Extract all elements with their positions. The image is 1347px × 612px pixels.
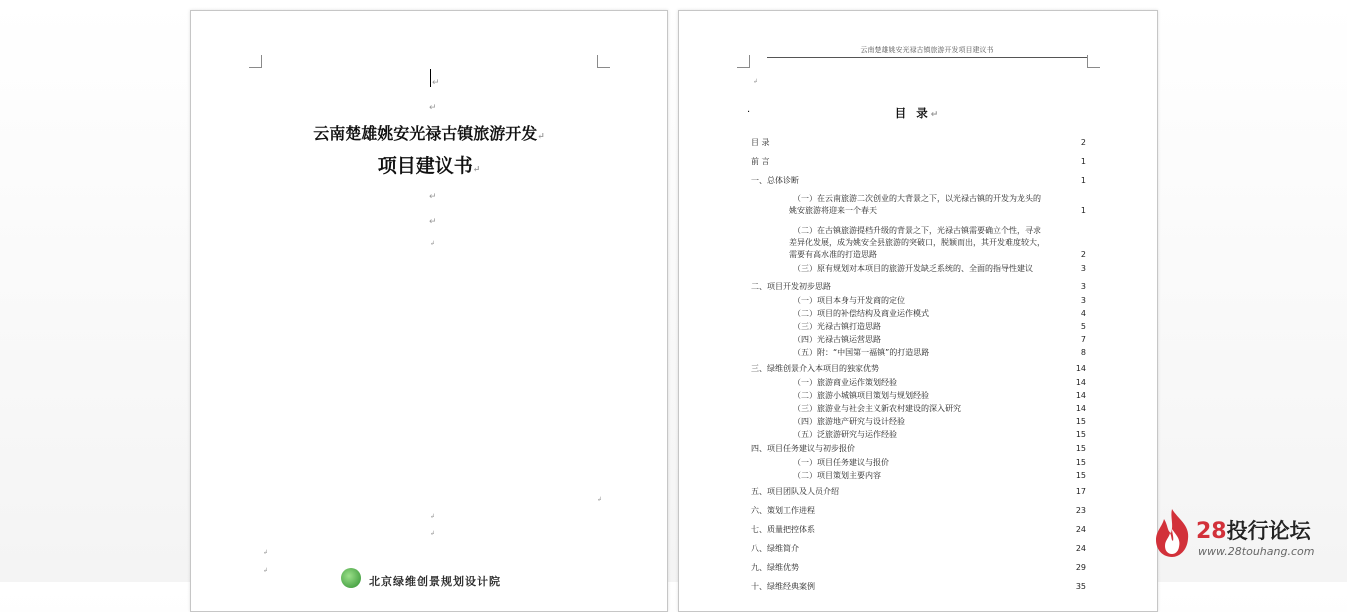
toc-entry-text: （一）项目本身与开发商的定位 (793, 296, 905, 305)
toc-entry[interactable] (751, 524, 1086, 536)
crop-mark-top-right (1087, 55, 1100, 68)
toc-entry-text: 姚安旅游将迎来一个春天 (789, 206, 877, 215)
toc-entry-text: （四）光禄古镇运营思路 (793, 335, 881, 344)
toc-entry-text: 一、总体诊断 (751, 176, 799, 185)
small-paragraph-mark: ↲ (597, 496, 603, 503)
toc-entry-text: 需要有高水准的打造思路 (789, 250, 877, 259)
toc-entry[interactable] (793, 295, 1086, 307)
toc-entry-text: （二）在古镇旅游提档升级的背景之下，光禄古镇需要确立个性，寻求 (793, 226, 1041, 235)
toc-entry-text: （一）在云南旅游二次创业的大背景之下，以光禄古镇的开发为龙头的 (793, 194, 1041, 203)
toc-page-number: 29 (1075, 563, 1086, 572)
toc-entry[interactable] (751, 443, 1086, 455)
toc-entry-text: 九、绿维优势 (751, 563, 799, 572)
toc-page-number: 15 (1075, 444, 1086, 453)
small-paragraph-mark: ↲ (753, 78, 759, 85)
toc-entry-text: 六、策划工作进程 (751, 506, 815, 515)
toc-entry-text: （五）附：“中国第一福镇”的打造思路 (793, 348, 930, 357)
text-cursor (430, 69, 431, 87)
document-page-toc[interactable] (678, 10, 1158, 612)
toc-entry[interactable] (751, 581, 1086, 593)
toc-page-number: 3 (1080, 296, 1086, 305)
toc-entry-text: （三）光禄古镇打造思路 (793, 322, 881, 331)
paragraph-mark: ↵ (429, 103, 437, 113)
toc-entry-text: （一）旅游商业运作策划经验 (793, 378, 897, 387)
document-title-line2: 项目建议书↵ (377, 155, 481, 177)
toc-entry[interactable] (793, 377, 1086, 389)
document-title-line1: 云南楚雄姚安光禄古镇旅游开发↵ (313, 124, 545, 143)
crop-mark-top-left (737, 55, 750, 68)
toc-page-number: 14 (1075, 391, 1086, 400)
toc-page-number: 2 (1080, 138, 1086, 147)
toc-entry[interactable] (793, 321, 1086, 333)
toc-entry[interactable] (793, 470, 1086, 482)
toc-entry-text: （一）项目任务建议与报价 (793, 458, 889, 467)
toc-page-number: 15 (1075, 430, 1086, 439)
toc-entry[interactable] (793, 403, 1086, 415)
toc-entry[interactable] (793, 457, 1086, 469)
toc-page-number: 15 (1075, 471, 1086, 480)
toc-page-number: 2 (1080, 250, 1086, 259)
toc-page-number: 24 (1075, 544, 1086, 553)
toc-entry[interactable] (751, 562, 1086, 574)
toc-entry[interactable] (751, 137, 1086, 149)
toc-entry-text: （二）项目策划主要内容 (793, 471, 881, 480)
toc-entry[interactable] (793, 429, 1086, 441)
toc-page-number: 3 (1080, 264, 1086, 273)
toc-entry[interactable] (751, 543, 1086, 555)
flame-logo-icon (1152, 507, 1192, 559)
toc-entry[interactable] (751, 281, 1086, 293)
toc-entry-text: （四）旅游地产研究与设计经验 (793, 417, 905, 426)
toc-entry[interactable] (751, 175, 1086, 187)
toc-entry[interactable] (751, 156, 1086, 168)
toc-entry-text: 前 言 (751, 157, 770, 166)
site-watermark (1150, 505, 1340, 565)
watermark-title: 28投行论坛 (1196, 519, 1311, 544)
toc-entry[interactable] (751, 505, 1086, 517)
toc-entry[interactable] (793, 347, 1086, 359)
toc-entry-text: 七、质量把控体系 (751, 525, 815, 534)
toc-entry[interactable] (751, 363, 1086, 375)
toc-entry-text: 二、项目开发初步思路 (751, 282, 831, 291)
toc-entry[interactable] (751, 486, 1086, 498)
toc-entry-text: （五）泛旅游研究与运作经验 (793, 430, 897, 439)
toc-entry[interactable] (793, 390, 1086, 402)
toc-page-number: 1 (1080, 206, 1086, 215)
toc-entry-text: 八、绿维简介 (751, 544, 799, 553)
small-paragraph-mark: ↲ (430, 240, 436, 247)
toc-entry[interactable] (789, 225, 1086, 261)
small-paragraph-mark: ↲ (263, 567, 269, 574)
toc-entry-text: 四、项目任务建议与初步报价 (751, 444, 855, 453)
toc-page-number: 1 (1080, 176, 1086, 185)
toc-page-number: 15 (1075, 458, 1086, 467)
watermark-url: www.28touhang.com (1198, 545, 1315, 558)
company-name: 北京绿维创景规划设计院 (369, 575, 501, 588)
toc-entry-text: 目 录 (751, 138, 770, 147)
toc-page-number: 35 (1075, 582, 1086, 591)
toc-page-number: 17 (1075, 487, 1086, 496)
toc-page-number: 23 (1075, 506, 1086, 515)
page-header: 云南楚雄姚安光禄古镇旅游开发项目建议书 (767, 45, 1087, 58)
small-paragraph-mark: ↲ (430, 513, 436, 520)
toc-page-number: 24 (1075, 525, 1086, 534)
toc-entry-text: （二）项目的补偿结构及商业运作模式 (793, 309, 929, 318)
document-page-cover[interactable] (190, 10, 668, 612)
toc-entry-text: 三、绿维创景介入本项目的独家优势 (751, 364, 879, 373)
toc-entry[interactable] (789, 193, 1086, 217)
small-paragraph-mark: ↲ (430, 530, 436, 537)
toc-page-number: 14 (1075, 364, 1086, 373)
toc-entry[interactable] (793, 308, 1086, 320)
bullet-dot: · (747, 107, 751, 118)
toc-entry-text: 五、项目团队及人员介绍 (751, 487, 839, 496)
toc-entry[interactable] (793, 263, 1086, 275)
toc-page-number: 7 (1080, 335, 1086, 344)
toc-page-number: 1 (1080, 157, 1086, 166)
toc-entry-text: 十、绿维经典案例 (751, 582, 815, 591)
toc-entry[interactable] (793, 416, 1086, 428)
small-paragraph-mark: ↲ (263, 549, 269, 556)
toc-page-number: 3 (1080, 282, 1086, 291)
toc-page-number: 15 (1075, 417, 1086, 426)
toc-entry[interactable] (793, 334, 1086, 346)
toc-page-number: 4 (1080, 309, 1086, 318)
paragraph-mark: ↵ (432, 78, 440, 88)
toc-title: 目 录↵ (894, 106, 942, 120)
toc-page-number: 5 (1080, 322, 1086, 331)
company-logo-icon (341, 568, 361, 588)
crop-mark-top-left (249, 55, 262, 68)
toc-entry-text: （二）旅游小城镇项目策划与规划经验 (793, 391, 929, 400)
toc-page-number: 14 (1075, 378, 1086, 387)
toc-entry-text: （三）原有规划对本项目的旅游开发缺乏系统的、全面的指导性建议 (793, 264, 1033, 273)
paragraph-mark: ↵ (429, 217, 437, 227)
toc-entry-text: 差异化发展，成为姚安全县旅游的突破口，脱颖而出，其开发难度较大， (789, 238, 1045, 247)
toc-page-number: 14 (1075, 404, 1086, 413)
crop-mark-top-right (597, 55, 610, 68)
toc-entry-text: （三）旅游业与社会主义新农村建设的深入研究 (793, 404, 961, 413)
paragraph-mark: ↵ (429, 192, 437, 202)
toc-page-number: 8 (1080, 348, 1086, 357)
